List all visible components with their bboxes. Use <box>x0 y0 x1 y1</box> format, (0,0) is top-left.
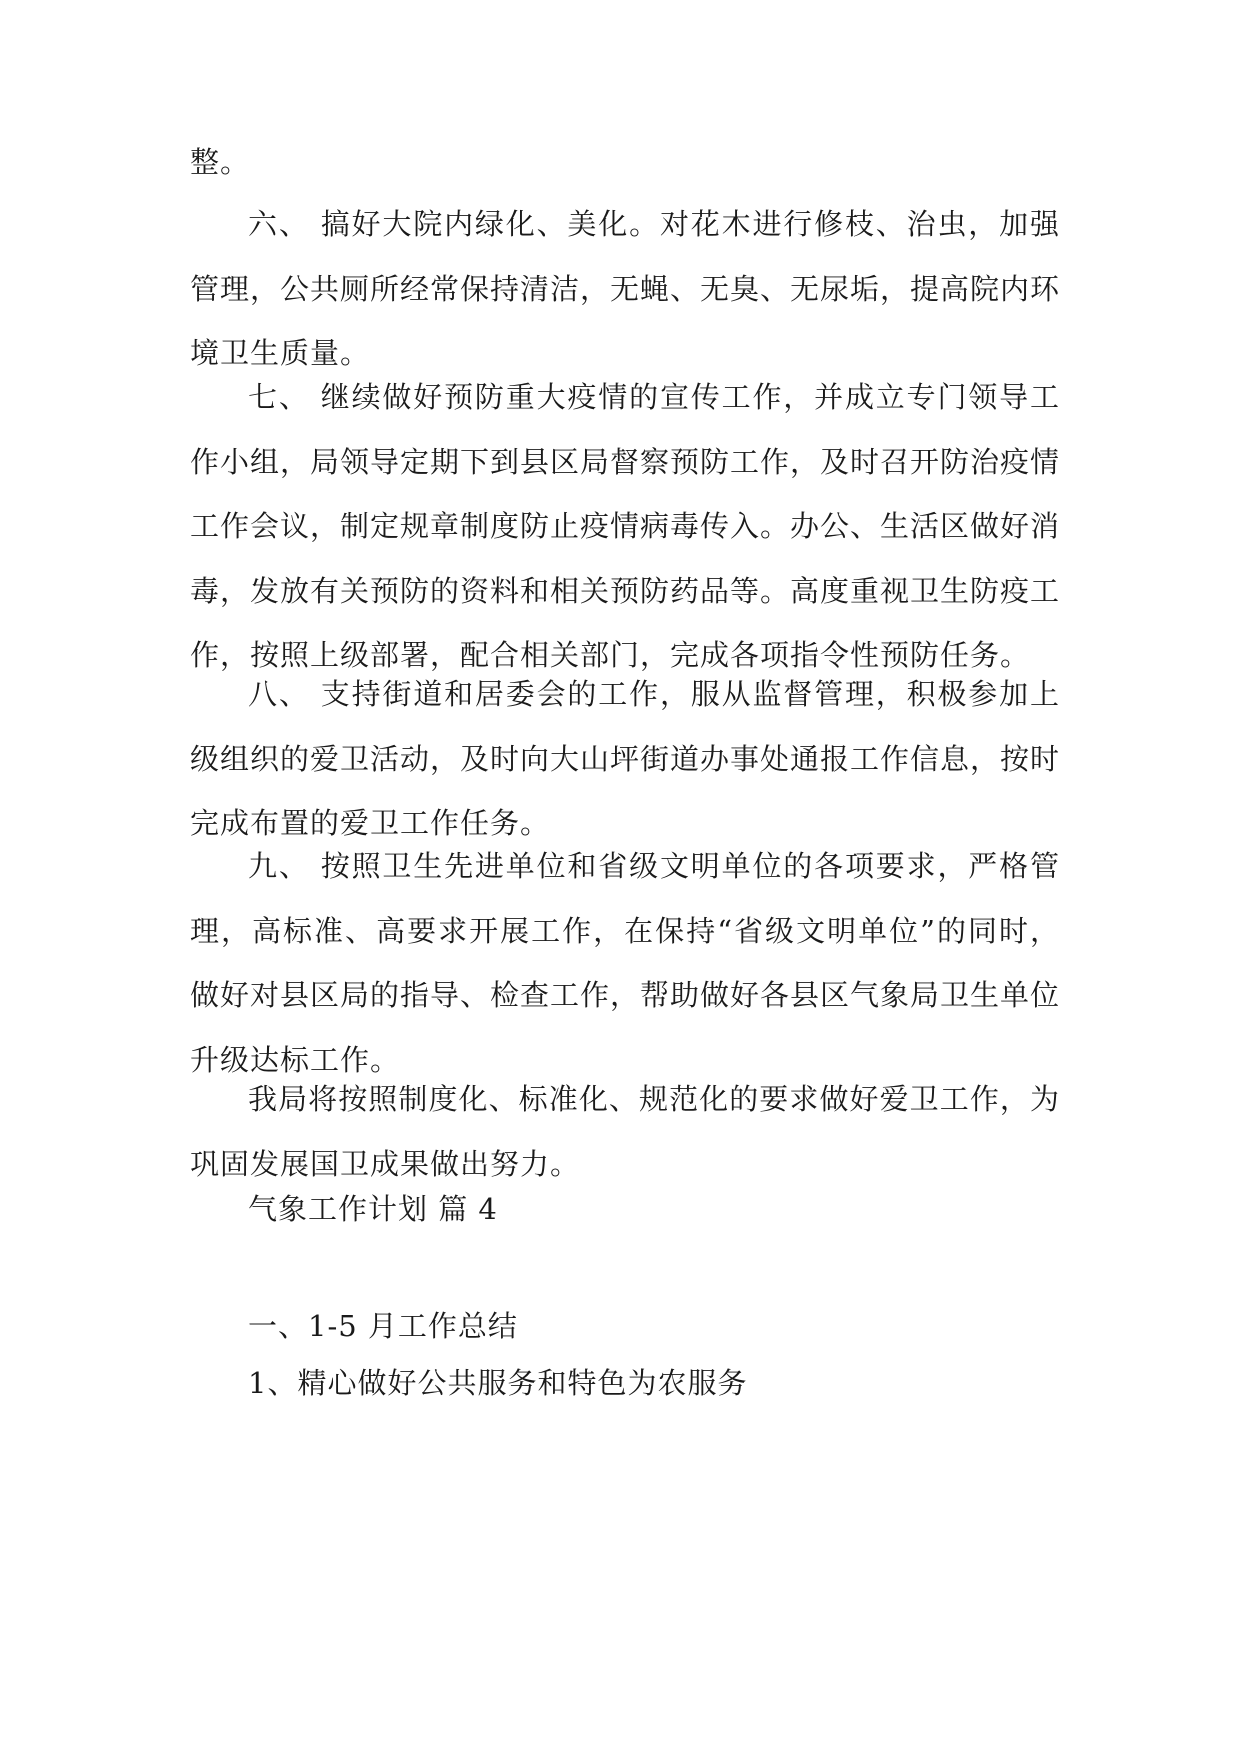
paragraph-closing: 我局将按照制度化、标准化、规范化的要求做好爱卫工作，为巩固发展国卫成果做出努力。 <box>190 1082 1060 1181</box>
paragraph-item-8: 八、 支持街道和居委会的工作，服从监督管理，积极参加上级组织的爱卫活动，及时向大山坪街道办事处通报工作信息，按时完成布置的爱卫工作任务。 <box>190 677 1061 840</box>
paragraph-continuation: 整。 <box>190 145 251 179</box>
section-title: 气象工作计划 篇 4 <box>248 1192 498 1226</box>
paragraph-item-9: 九、 按照卫生先进单位和省级文明单位的各项要求，严格管理，高标准、高要求开展工作，在保持“省级文明单位”的同时，做好对县区局的指导、检查工作，帮助做好各县区气象局卫生单位升级达标工作。 <box>190 849 1061 1077</box>
heading-level-1: 一、1-5 月工作总结 <box>248 1309 518 1343</box>
heading-level-2: 1、精心做好公共服务和特色为农服务 <box>248 1366 748 1400</box>
paragraph-item-7: 七、 继续做好预防重大疫情的宣传工作，并成立专门领导工作小组，局领导定期下到县区局督察预防工作，及时召开防治疫情工作会议，制定规章制度防止疫情病毒传入。办公、生活区做好消毒，发放有关预防的资料和相关预防药品等。高度重视卫生防疫工作，按照上级部署，配合相关部门，完成各项指令性预防任务。 <box>190 380 1061 672</box>
paragraph-item-6: 六、 搞好大院内绿化、美化。对花木进行修枝、治虫，加强管理，公共厕所经常保持清洁，无蝇、无臭、无尿垢，提高院内环境卫生质量。 <box>190 207 1061 370</box>
